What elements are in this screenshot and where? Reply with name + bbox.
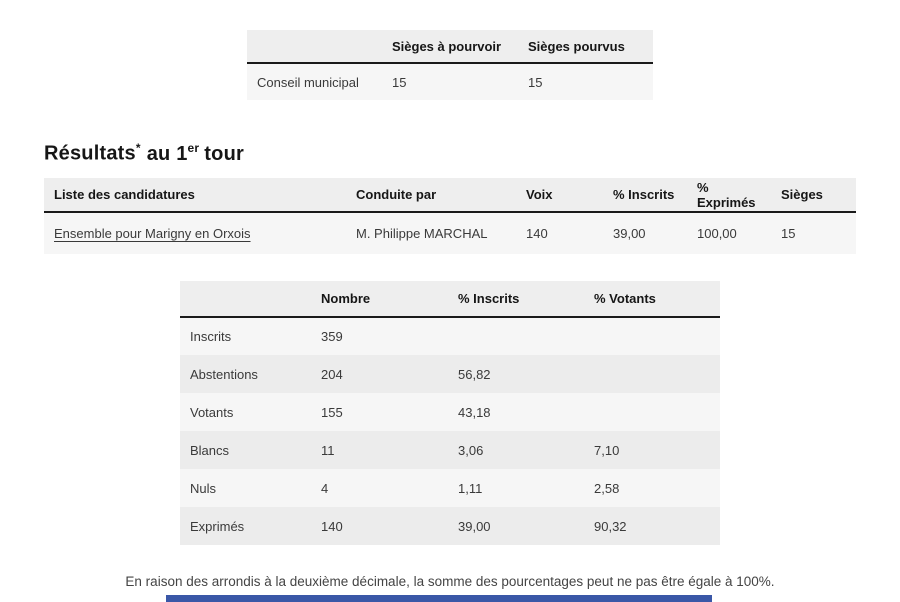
row-pct-votants: 90,32 [584,507,720,545]
row-pct-votants [584,355,720,393]
table-row-blancs [180,431,720,469]
candidates-table [44,178,856,254]
candidates-row [44,212,856,254]
led-by-header: Conduite par [346,178,516,212]
seats-filled-header: Sièges pourvus [518,30,653,63]
row-number: 204 [311,355,448,393]
row-label: Nuls [180,469,311,507]
results-heading-asterisk: * [135,141,141,155]
row-pct-votants [584,317,720,355]
results-heading-middle: au 1 [146,142,188,165]
row-number: 11 [311,431,448,469]
seats-table [247,30,653,100]
seats-table-empty-header [247,30,382,63]
table-row-votants [180,393,720,431]
seats-filled-value: 15 [518,63,653,100]
table-row-nuls [180,469,720,507]
list-header: Liste des candidatures [44,178,346,212]
row-pct-inscrits: 56,82 [448,355,584,393]
row-number: 359 [311,317,448,355]
row-label: Blancs [180,431,311,469]
participation-header-row [180,281,720,317]
row-pct-inscrits [448,317,584,355]
list-name-link[interactable]: Ensemble pour Marigny en Orxois [54,226,251,241]
row-pct-votants [584,393,720,431]
row-pct-inscrits: 39,00 [448,507,584,545]
pct-inscrits-cell: 39,00 [603,212,687,254]
candidates-header-row [44,178,856,212]
results-heading [44,141,244,166]
seats-table-row [247,63,653,100]
results-heading-end: tour [204,142,244,165]
seats-table-header-row [247,30,653,63]
row-number: 140 [311,507,448,545]
results-heading-ordinal: er [187,141,200,155]
results-heading-title: Résultats [44,142,136,165]
table-row-exprimes [180,507,720,545]
list-name-cell [44,212,346,254]
table-row-inscrits [180,317,720,355]
votes-cell: 140 [516,212,603,254]
row-pct-inscrits: 3,06 [448,431,584,469]
number-header: Nombre [311,281,448,317]
seats-to-fill-header: Sièges à pourvoir [382,30,518,63]
row-pct-votants: 2,58 [584,469,720,507]
participation-empty-header [180,281,311,317]
seats-cell: 15 [771,212,856,254]
council-label: Conseil municipal [247,63,382,100]
row-number: 4 [311,469,448,507]
row-label: Votants [180,393,311,431]
pct-votants-header: % Votants [584,281,720,317]
rounding-footnote: En raison des arrondis à la deuxième décimale, la somme des pourcentages peut ne pas être égale à 100%. [125,574,775,589]
seats-header: Sièges [771,178,856,212]
row-label: Inscrits [180,317,311,355]
bottom-accent-bar [166,595,712,602]
row-pct-inscrits: 1,11 [448,469,584,507]
pct-inscrits-header: % Inscrits [603,178,687,212]
table-row-abstentions [180,355,720,393]
pct-exprimes-header: % Exprimés [687,178,771,212]
seats-to-fill-value: 15 [382,63,518,100]
row-label: Abstentions [180,355,311,393]
row-number: 155 [311,393,448,431]
row-label: Exprimés [180,507,311,545]
participation-pct-inscrits-header: % Inscrits [448,281,584,317]
row-pct-inscrits: 43,18 [448,393,584,431]
participation-table [180,281,720,545]
votes-header: Voix [516,178,603,212]
row-pct-votants: 7,10 [584,431,720,469]
pct-exprimes-cell: 100,00 [687,212,771,254]
led-by-cell: M. Philippe MARCHAL [346,212,516,254]
